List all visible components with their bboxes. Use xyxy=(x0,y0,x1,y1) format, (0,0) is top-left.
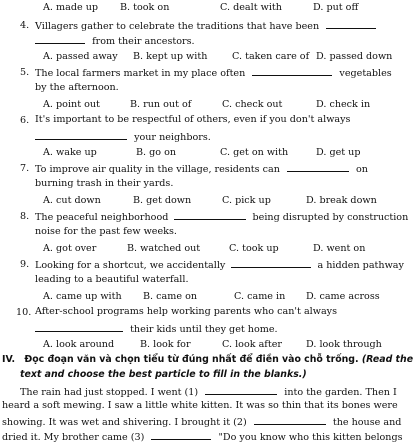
q9-number: 9. xyxy=(20,259,30,270)
passage-text3b: the house and xyxy=(332,417,402,428)
passage-line4 xyxy=(2,431,403,443)
passage-blank-2 xyxy=(254,416,326,425)
q10-number: 10. xyxy=(16,307,32,318)
q5-text1a: The local farmers market in my place often xyxy=(35,68,246,79)
q8-stem-line2: noise for the past few weeks. xyxy=(35,226,177,237)
q8-option-d: D. went on xyxy=(313,243,366,254)
q4-blank-cont xyxy=(35,35,85,44)
q6-text2: your neighbors. xyxy=(134,132,211,143)
q5-option-d: D. check in xyxy=(316,99,371,110)
q8-blank xyxy=(174,211,246,220)
q8-number: 8. xyxy=(20,211,30,222)
passage-text1a: The rain had just stopped. I went (1) xyxy=(20,387,199,398)
q6-option-a: A. wake up xyxy=(43,147,97,158)
q4-stem-line1 xyxy=(35,20,376,32)
q4-text2: from their ancestors. xyxy=(92,36,195,47)
passage-text4a: dried it. My brother came (3) xyxy=(2,432,145,443)
q4-option-b: B. kept up with xyxy=(133,51,208,62)
section-heading-line2 xyxy=(20,370,307,379)
q9-stem-line2: leading to a beautiful waterfall. xyxy=(35,274,189,285)
section-instruction-en-2: text and choose the best particle to fill in the blanks.) xyxy=(20,369,307,380)
q3-option-c: C. dealt with xyxy=(220,2,282,13)
q5-stem-line2: by the afternoon. xyxy=(35,82,119,93)
q9-option-d: D. came across xyxy=(306,291,380,302)
q5-stem-line1 xyxy=(35,67,392,79)
q10-text2: their kids until they get home. xyxy=(130,324,278,335)
q5-option-b: B. run out of xyxy=(130,99,192,110)
q3-option-a: A. made up xyxy=(43,2,99,13)
section-instruction-en-1: (Read the xyxy=(361,354,413,365)
q6-option-d: D. get up xyxy=(316,147,361,158)
passage-line1 xyxy=(20,386,397,398)
q6-number: 6. xyxy=(20,115,30,126)
q4-option-a: A. passed away xyxy=(43,51,118,62)
q6-option-c: C. get on with xyxy=(220,147,289,158)
q9-text1a: Looking for a shortcut, we accidentally xyxy=(35,260,226,271)
section-heading-line1 xyxy=(2,355,413,364)
q4-number: 4. xyxy=(20,20,30,31)
q7-stem-line2: burning trash in their yards. xyxy=(35,178,174,189)
q10-option-b: B. look for xyxy=(140,339,191,350)
q8-option-a: A. got over xyxy=(43,243,97,254)
q5-option-c: C. check out xyxy=(222,99,283,110)
q4-stem-line2 xyxy=(35,35,195,47)
passage-blank-1 xyxy=(205,386,277,395)
q7-option-a: A. cut down xyxy=(43,195,101,206)
q7-text1b: on xyxy=(356,164,368,175)
q6-stem-line1: It's important to be respectful of others, even if you don't always xyxy=(35,114,351,125)
q8-text1b: being disrupted by construction xyxy=(252,212,409,223)
section-instruction-vi: Đọc đoạn văn và chọn tiểu từ đúng nhất để điền vào chỗ trống. xyxy=(24,354,359,365)
q7-option-c: C. pick up xyxy=(222,195,271,206)
passage-text1b: into the garden. Then I xyxy=(284,387,397,398)
q4-option-c: C. taken care of xyxy=(232,51,310,62)
q5-number: 5. xyxy=(20,67,30,78)
q10-blank xyxy=(35,323,123,332)
q10-option-d: D. look through xyxy=(306,339,382,350)
q10-stem-line1: After-school programs help working parents who can't always xyxy=(35,306,338,317)
passage-line2: heard a soft mewing. I saw a little white kitten. It was so thin that its bones were xyxy=(2,400,398,411)
q7-stem-line1 xyxy=(35,163,368,175)
q7-number: 7. xyxy=(20,163,30,174)
q9-stem-line1 xyxy=(35,259,404,271)
q7-option-d: D. break down xyxy=(306,195,377,206)
q3-option-b: B. took on xyxy=(120,2,170,13)
q4-option-d: D. passed down xyxy=(316,51,393,62)
q5-text1b: vegetables xyxy=(339,68,392,79)
q8-text1a: The peaceful neighborhood xyxy=(35,212,169,223)
q10-option-a: A. look around xyxy=(43,339,115,350)
passage-text3a: showing. It was wet and shivering. I brought it (2) xyxy=(2,417,247,428)
q6-stem-line2 xyxy=(35,131,211,143)
q7-option-b: B. get down xyxy=(133,195,192,206)
q4-blank xyxy=(326,20,376,29)
passage-blank-3 xyxy=(151,431,211,440)
q6-blank xyxy=(35,131,127,140)
q9-text1b: a hidden pathway xyxy=(317,260,404,271)
q9-option-a: A. came up with xyxy=(43,291,122,302)
q10-option-c: C. look after xyxy=(222,339,282,350)
q9-blank xyxy=(231,259,311,268)
q7-text1a: To improve air quality in the village, residents can xyxy=(35,164,280,175)
q8-option-b: B. watched out xyxy=(127,243,201,254)
q8-option-c: C. took up xyxy=(229,243,279,254)
q5-option-a: A. point out xyxy=(43,99,100,110)
passage-line3 xyxy=(2,416,401,428)
section-roman: IV. xyxy=(2,354,16,365)
q9-option-c: C. came in xyxy=(234,291,286,302)
q7-blank xyxy=(287,163,349,172)
passage-text4b: "Do you know who this kitten belongs xyxy=(218,432,403,443)
q8-stem-line1 xyxy=(35,211,408,223)
q6-option-b: B. go on xyxy=(136,147,177,158)
q10-stem-line2 xyxy=(35,323,278,335)
q9-option-b: B. came on xyxy=(143,291,198,302)
q3-option-d: D. put off xyxy=(313,2,359,13)
q5-blank xyxy=(252,67,332,76)
q4-text1: Villagers gather to celebrate the traditions that have been xyxy=(35,21,320,32)
